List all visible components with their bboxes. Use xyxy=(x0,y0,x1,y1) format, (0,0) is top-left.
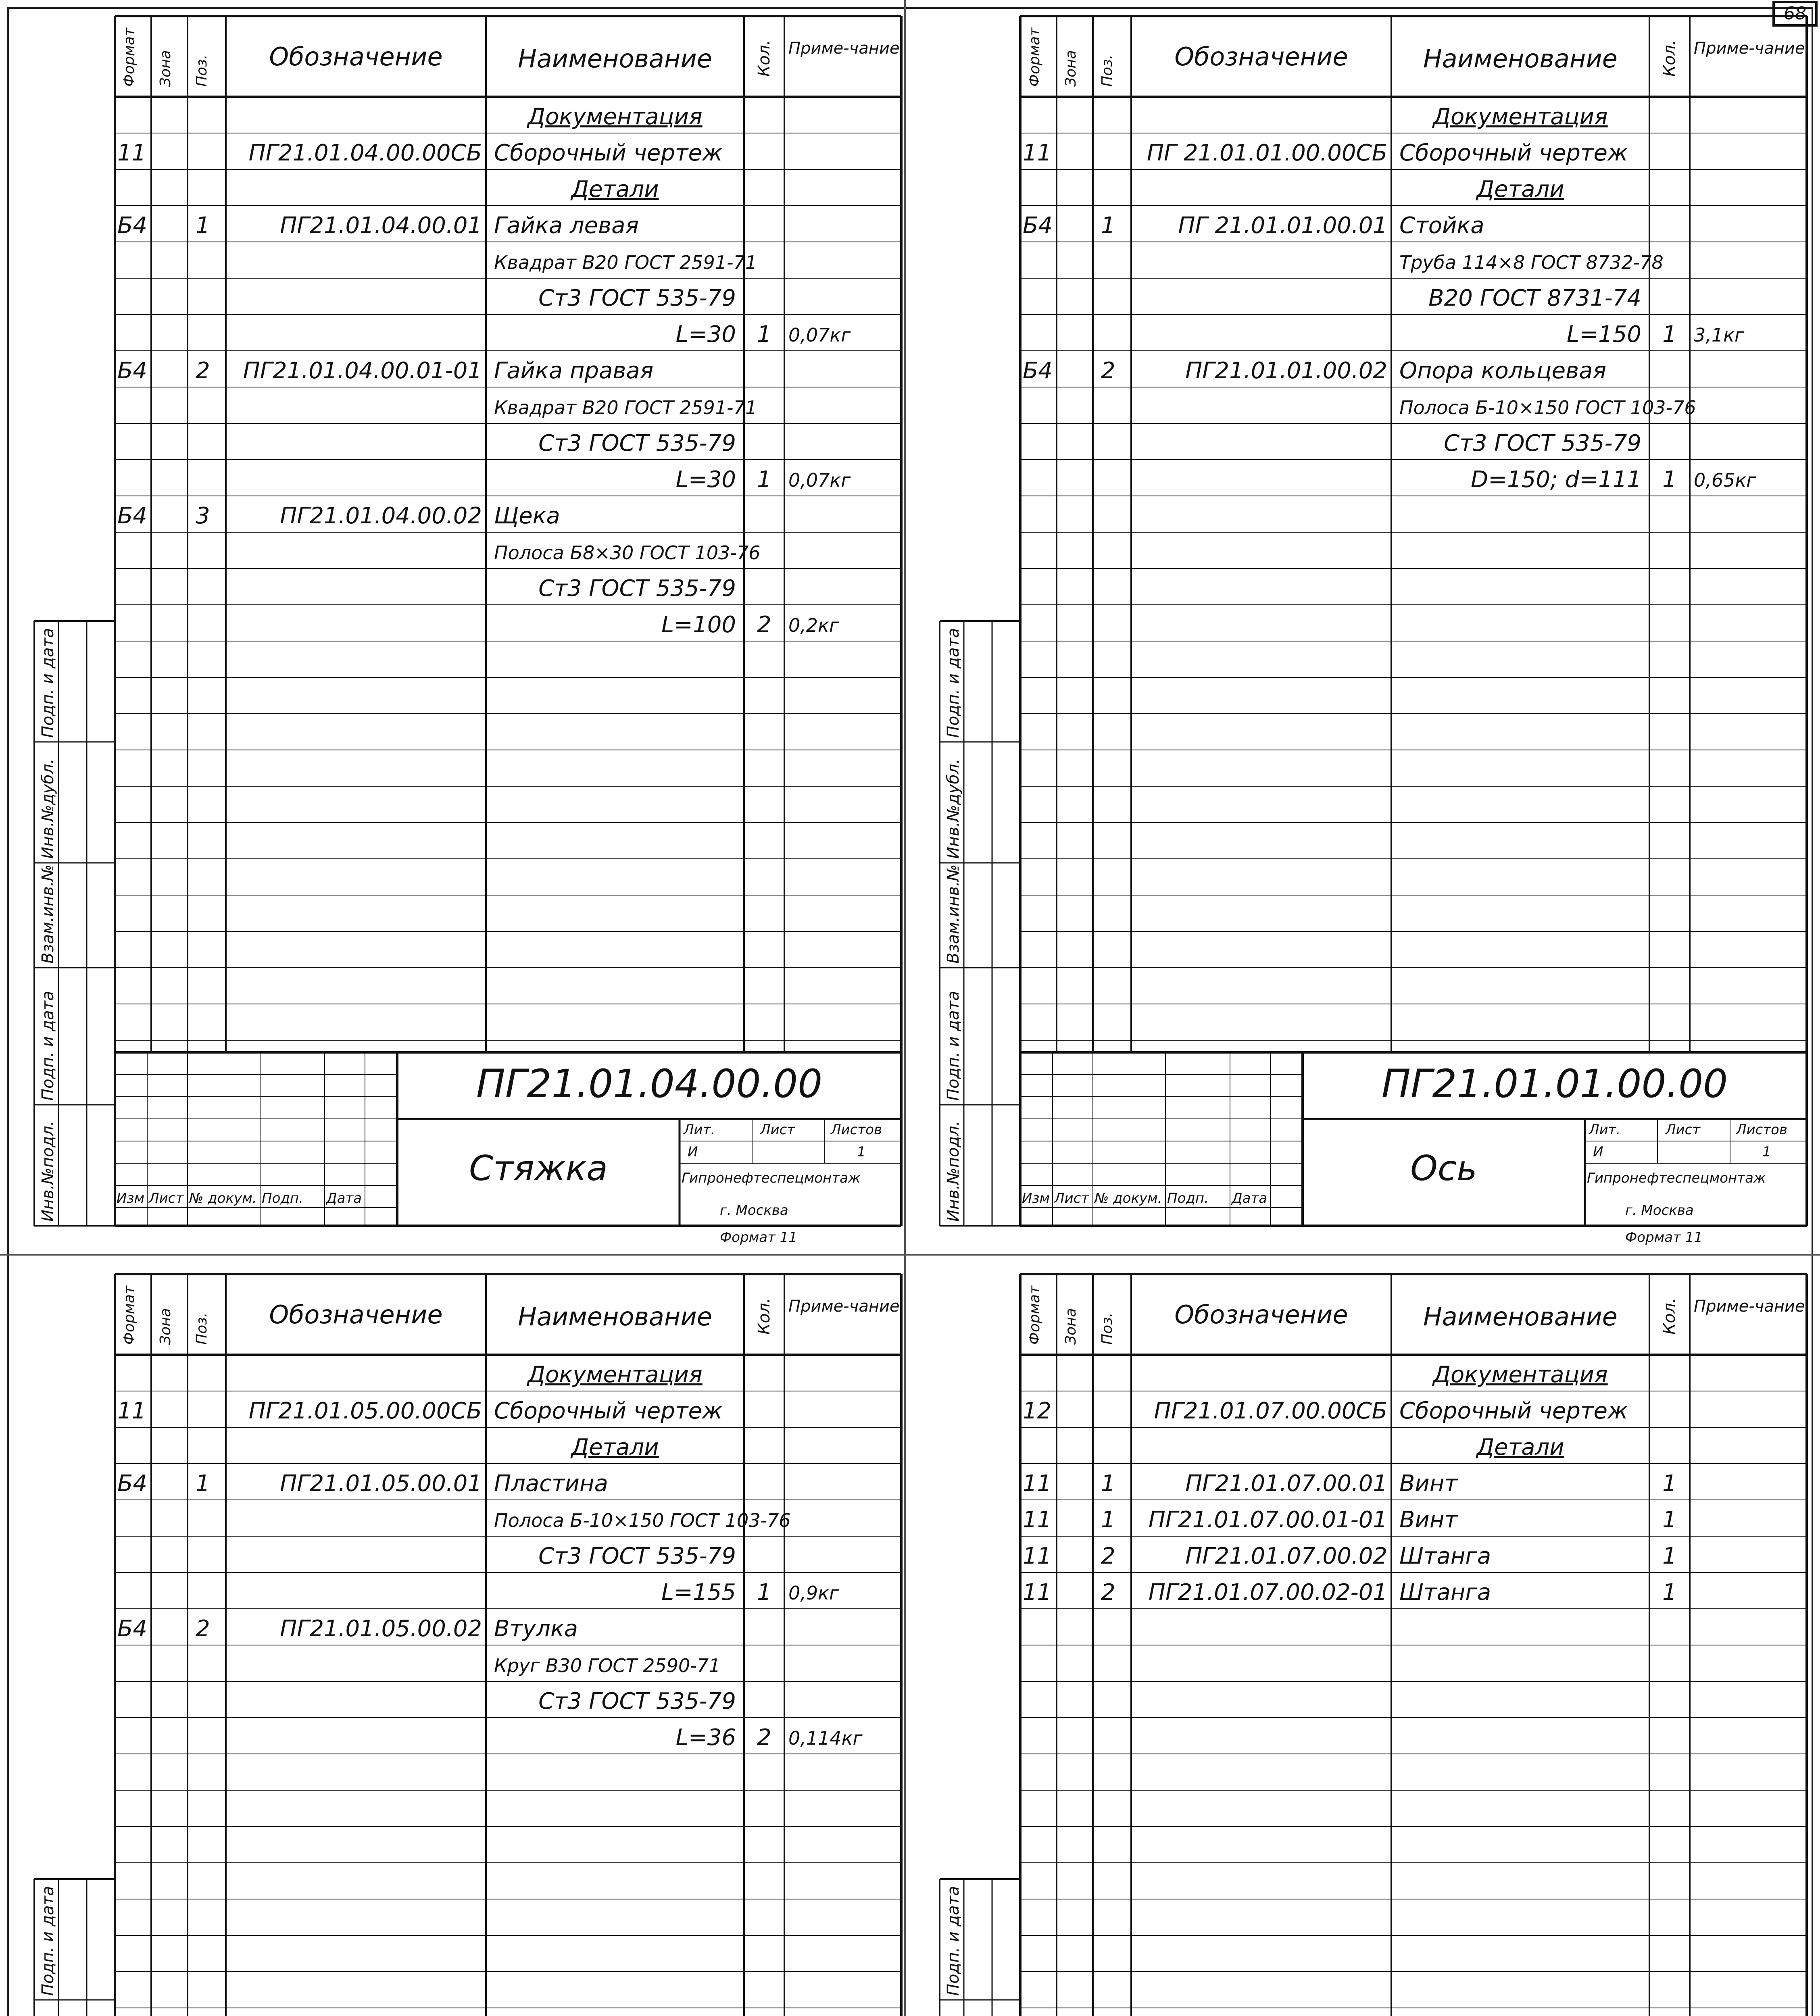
side-label: Подп. и дата xyxy=(944,991,963,1101)
cell-name: Полоса Б-10×150 ГОСТ 103-76 xyxy=(1399,397,1696,419)
cell-name: Полоса Б8×30 ГОСТ 103-76 xyxy=(494,542,761,564)
side-label: Подп. и дата xyxy=(39,1886,57,1996)
tb-col-label: № докум. xyxy=(189,1190,257,1206)
header-pos: Поз. xyxy=(1099,1312,1115,1345)
header-format: Формат xyxy=(121,1285,138,1345)
cell-position: 1 xyxy=(1101,212,1115,239)
cell-designation: ПГ21.01.01.00.02 xyxy=(1185,358,1387,384)
tb-col-label: Изм xyxy=(1022,1190,1050,1206)
cell-name: В20 ГОСТ 8731-74 xyxy=(1428,285,1641,311)
header-zone: Зона xyxy=(157,50,174,87)
cell-position: 1 xyxy=(196,1470,210,1497)
header-note: Приме-чание xyxy=(788,39,900,58)
sheet-title: Ось xyxy=(1410,1148,1477,1189)
cell-note: 0,65кг xyxy=(1694,469,1756,491)
cell-designation: ПГ21.01.05.00.01 xyxy=(280,1470,482,1497)
cell-name: Квадрат В20 ГОСТ 2591-71 xyxy=(494,397,757,419)
header-designation: Обозначение xyxy=(1174,42,1348,71)
header-note: Приме-чание xyxy=(1694,39,1805,58)
tb-org: Гипронефтеспецмонтаж xyxy=(682,1170,861,1186)
sheet-grid xyxy=(34,1274,901,2016)
header-note: Приме-чание xyxy=(1694,1297,1805,1316)
header-name: Наименование xyxy=(518,1302,712,1331)
cell-name: L=30 xyxy=(675,467,736,493)
cell-designation: ПГ21.01.05.00.00СБ xyxy=(248,1398,482,1424)
cell-name: L=36 xyxy=(675,1724,736,1751)
cell-name: Пластина xyxy=(494,1470,608,1497)
cell-name: Круг В30 ГОСТ 2590-71 xyxy=(494,1655,721,1677)
tb-lit-value: И xyxy=(688,1144,698,1160)
cell-name: Документация xyxy=(1433,1362,1608,1388)
cell-name: Детали xyxy=(571,176,659,202)
cell-name: Детали xyxy=(1476,176,1564,202)
cell-name: Труба 114×8 ГОСТ 8732-78 xyxy=(1399,252,1664,273)
cell-position: 1 xyxy=(1101,1470,1115,1497)
cell-note: 0,07кг xyxy=(788,324,851,346)
cell-name: Втулка xyxy=(494,1616,578,1642)
header-pos: Поз. xyxy=(194,54,210,87)
cell-designation: ПГ21.01.05.00.02 xyxy=(280,1616,482,1642)
tb-col-label: Дата xyxy=(326,1190,362,1206)
cell-position: 1 xyxy=(1101,1507,1115,1533)
tb-lit-value: И xyxy=(1593,1144,1603,1160)
header-pos: Поз. xyxy=(1099,54,1115,87)
cell-name: Винт xyxy=(1399,1507,1458,1533)
cell-position: 2 xyxy=(1101,1543,1115,1569)
cell-designation: ПГ21.01.07.00.00СБ xyxy=(1154,1398,1387,1424)
cell-name: Документация xyxy=(527,104,703,130)
cell-name: Ст3 ГОСТ 535-79 xyxy=(538,1543,736,1569)
tb-city: г. Москва xyxy=(720,1202,788,1218)
header-zone: Зона xyxy=(1063,50,1079,87)
header-name: Наименование xyxy=(518,44,712,73)
cell-designation: ПГ21.01.07.00.02 xyxy=(1185,1543,1387,1569)
cell-name: Сборочный чертеж xyxy=(1399,1398,1628,1424)
cell-format: 12 xyxy=(1023,1398,1052,1424)
cell-name: L=30 xyxy=(675,321,736,348)
header-name: Наименование xyxy=(1423,1302,1618,1331)
side-label: Взам.инв.№ xyxy=(944,864,963,964)
side-label: Подп. и дата xyxy=(944,628,963,738)
tb-sheet-label: Лист xyxy=(760,1122,795,1138)
header-designation: Обозначение xyxy=(269,1300,443,1329)
cell-note: 0,9кг xyxy=(788,1582,839,1604)
cell-position: 2 xyxy=(196,358,210,384)
cell-name: Сборочный чертеж xyxy=(1399,140,1628,166)
spec-sheet-1 xyxy=(34,16,901,1245)
cell-name: L=155 xyxy=(661,1579,736,1606)
header-qty: Кол. xyxy=(755,40,773,77)
sheet-title: Стяжка xyxy=(469,1148,608,1189)
tb-format: Формат 11 xyxy=(720,1229,798,1245)
cell-format: 11 xyxy=(1023,1470,1052,1497)
side-label: Инв.№дубл. xyxy=(944,758,963,859)
cell-format: Б4 xyxy=(1023,358,1053,384)
cell-position: 2 xyxy=(196,1616,210,1642)
cell-name: Квадрат В20 ГОСТ 2591-71 xyxy=(494,252,757,273)
cell-position: 2 xyxy=(1101,358,1115,384)
cell-quantity: 1 xyxy=(1662,1470,1677,1497)
side-label: Инв.№подл. xyxy=(39,1120,57,1222)
cell-designation: ПГ21.01.04.00.01-01 xyxy=(243,358,482,384)
cell-format: 11 xyxy=(1023,140,1052,166)
cell-note: 0,114кг xyxy=(788,1727,863,1749)
cell-format: Б4 xyxy=(117,358,148,384)
tb-col-label: Лист xyxy=(149,1190,184,1206)
cell-format: 11 xyxy=(1023,1507,1052,1533)
cell-name: Полоса Б-10×150 ГОСТ 103-76 xyxy=(494,1510,791,1531)
cell-quantity: 1 xyxy=(1662,1543,1677,1569)
cell-designation: ПГ 21.01.01.00.00СБ xyxy=(1147,140,1387,166)
cell-name: Штанга xyxy=(1399,1579,1491,1606)
tb-col-label: № докум. xyxy=(1095,1190,1162,1206)
tb-col-label: Подп. xyxy=(1167,1190,1209,1206)
tb-sheets-value: 1 xyxy=(857,1144,866,1160)
header-zone: Зона xyxy=(1063,1308,1079,1345)
cell-name: Винт xyxy=(1399,1470,1458,1497)
cell-name: Документация xyxy=(527,1362,703,1388)
cell-name: Ст3 ГОСТ 535-79 xyxy=(1444,430,1641,456)
cell-name: Ст3 ГОСТ 535-79 xyxy=(538,430,736,456)
cell-format: 11 xyxy=(117,1398,146,1424)
cell-quantity: 1 xyxy=(757,1579,771,1606)
cell-quantity: 2 xyxy=(757,612,771,638)
tb-lit-label: Лит. xyxy=(1589,1122,1621,1138)
tb-format: Формат 11 xyxy=(1625,1229,1703,1245)
cell-designation: ПГ21.01.04.00.02 xyxy=(280,503,482,529)
cell-position: 3 xyxy=(196,503,210,529)
header-format: Формат xyxy=(121,27,138,87)
cell-designation: ПГ21.01.04.00.00СБ xyxy=(248,140,482,166)
side-label: Взам.инв.№ xyxy=(39,864,57,964)
side-label: Подп. и дата xyxy=(944,1886,963,1996)
side-label: Инв.№дубл. xyxy=(39,758,57,859)
cell-format: Б4 xyxy=(117,1470,148,1497)
side-label: Подп. и дата xyxy=(39,628,57,738)
cell-format: 11 xyxy=(1023,1579,1052,1606)
cell-name: Опора кольцевая xyxy=(1399,358,1607,384)
header-designation: Обозначение xyxy=(269,42,443,71)
tb-col-label: Лист xyxy=(1054,1190,1089,1206)
tb-sheets-label: Листов xyxy=(831,1122,882,1138)
cell-name: Штанга xyxy=(1399,1543,1491,1569)
cell-name: D=150; d=111 xyxy=(1471,467,1641,493)
header-qty: Кол. xyxy=(1660,1297,1679,1335)
cell-name: Гайка правая xyxy=(494,358,654,384)
cell-designation: ПГ21.01.04.00.01 xyxy=(280,212,482,239)
cell-name: Сборочный чертеж xyxy=(494,1398,723,1424)
tb-sheet-label: Лист xyxy=(1666,1122,1701,1138)
cell-designation: ПГ 21.01.01.00.01 xyxy=(1178,212,1387,239)
cell-quantity: 1 xyxy=(757,321,771,348)
header-designation: Обозначение xyxy=(1174,1300,1348,1329)
sheet-code: ПГ21.01.01.00.00 xyxy=(1381,1061,1728,1106)
cell-name: Детали xyxy=(571,1434,659,1460)
cell-name: L=150 xyxy=(1566,321,1641,348)
cell-quantity: 2 xyxy=(757,1724,771,1751)
cell-quantity: 1 xyxy=(757,467,771,493)
vertical-divider xyxy=(904,0,906,2016)
cell-note: 0,2кг xyxy=(788,614,839,636)
spec-sheet-2 xyxy=(940,16,1807,1245)
sheet-grid xyxy=(940,16,1807,1226)
side-label: Подп. и дата xyxy=(39,991,57,1101)
tb-col-label: Подп. xyxy=(262,1190,303,1206)
tb-sheets-label: Листов xyxy=(1736,1122,1788,1138)
cell-name: Сборочный чертеж xyxy=(494,140,723,166)
cell-quantity: 1 xyxy=(1662,1507,1677,1533)
cell-format: Б4 xyxy=(117,503,148,529)
cell-quantity: 1 xyxy=(1662,321,1677,348)
header-name: Наименование xyxy=(1423,44,1618,73)
tb-col-label: Дата xyxy=(1232,1190,1268,1206)
cell-name: Ст3 ГОСТ 535-79 xyxy=(538,1688,736,1714)
cell-note: 0,07кг xyxy=(788,469,851,491)
cell-format: Б4 xyxy=(1023,212,1053,239)
cell-designation: ПГ21.01.07.00.02-01 xyxy=(1148,1579,1387,1606)
cell-note: 3,1кг xyxy=(1694,324,1745,346)
cell-name: Ст3 ГОСТ 535-79 xyxy=(538,285,736,311)
tb-lit-label: Лит. xyxy=(684,1122,715,1138)
cell-name: Стойка xyxy=(1399,212,1484,239)
cell-format: Б4 xyxy=(117,212,148,239)
header-format: Формат xyxy=(1026,1285,1043,1345)
tb-sheets-value: 1 xyxy=(1762,1144,1771,1160)
tb-org: Гипронефтеспецмонтаж xyxy=(1587,1170,1766,1186)
header-note: Приме-чание xyxy=(788,1297,900,1316)
sheet-code: ПГ21.01.04.00.00 xyxy=(476,1061,823,1106)
cell-format: 11 xyxy=(117,140,146,166)
cell-format: 11 xyxy=(1023,1543,1052,1569)
cell-designation: ПГ21.01.07.00.01 xyxy=(1185,1470,1387,1497)
tb-col-label: Изм xyxy=(117,1190,145,1206)
header-zone: Зона xyxy=(157,1308,174,1345)
cell-quantity: 1 xyxy=(1662,1579,1677,1606)
side-label: Инв.№подл. xyxy=(944,1120,963,1222)
cell-name: Документация xyxy=(1433,104,1608,130)
cell-name: Детали xyxy=(1476,1434,1564,1460)
spec-sheet-4 xyxy=(940,1274,1807,2016)
page-number: 68 xyxy=(1772,1,1818,27)
cell-designation: ПГ21.01.07.00.01-01 xyxy=(1148,1507,1387,1533)
header-pos: Поз. xyxy=(194,1312,210,1345)
header-qty: Кол. xyxy=(1660,40,1679,77)
spec-sheet-3 xyxy=(34,1274,901,2016)
cell-format: Б4 xyxy=(117,1616,148,1642)
cell-quantity: 1 xyxy=(1662,467,1677,493)
cell-name: Щека xyxy=(494,503,560,529)
header-format: Формат xyxy=(1026,27,1043,87)
cell-position: 2 xyxy=(1101,1579,1115,1606)
horizontal-divider xyxy=(0,1254,1820,1256)
cell-position: 1 xyxy=(196,212,210,239)
cell-name: Гайка левая xyxy=(494,212,639,239)
cell-name: Ст3 ГОСТ 535-79 xyxy=(538,575,736,602)
tb-city: г. Москва xyxy=(1625,1202,1694,1218)
sheet-grid xyxy=(940,1274,1807,2016)
cell-name: L=100 xyxy=(661,612,736,638)
header-qty: Кол. xyxy=(755,1297,773,1335)
